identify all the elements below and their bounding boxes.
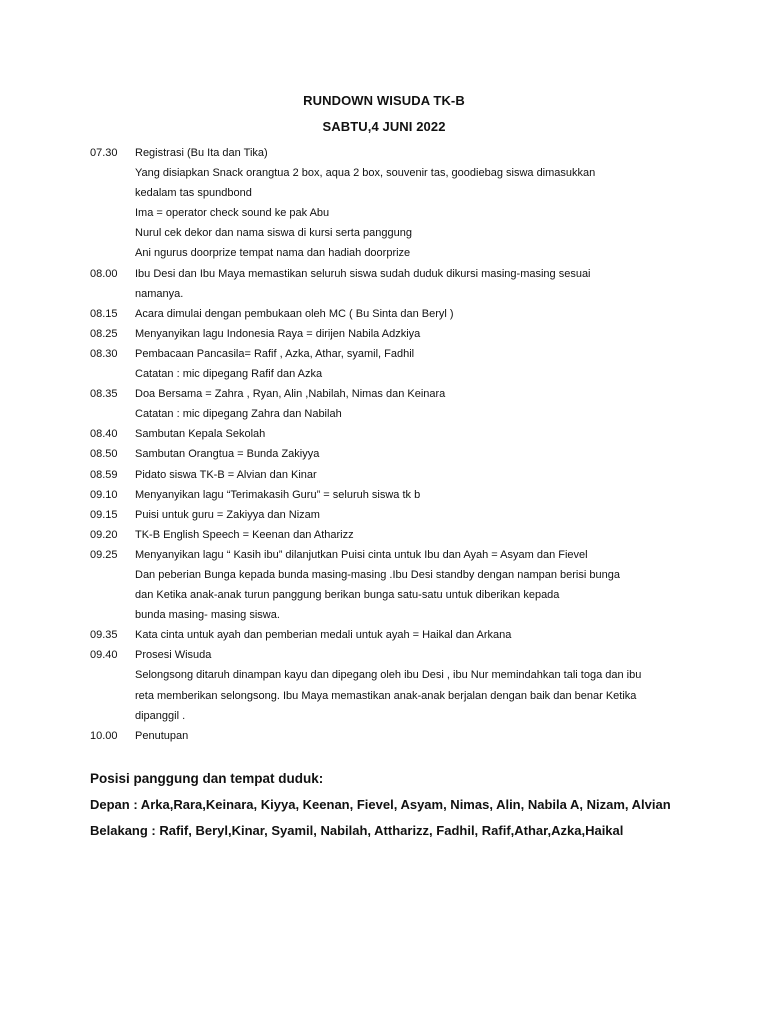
schedule-line xyxy=(90,665,690,685)
schedule-text: Nurul cek dekor dan nama siswa di kursi serta panggung xyxy=(135,227,412,240)
schedule-time: 09.15 xyxy=(90,508,118,521)
schedule-text: Puisi untuk guru = Zakiyya dan Nizam xyxy=(135,508,320,521)
schedule-time: 08.50 xyxy=(90,448,118,461)
schedule-text: namanya. xyxy=(135,287,184,300)
schedule-time: 08.25 xyxy=(90,327,118,340)
schedule-time: 08.15 xyxy=(90,307,118,320)
schedule-line xyxy=(90,163,690,183)
schedule-text: TK-B English Speech = Keenan dan Atharizz xyxy=(135,528,354,541)
schedule-line xyxy=(90,143,690,163)
schedule-line xyxy=(90,304,690,324)
schedule-text: Sambutan Kepala Sekolah xyxy=(135,428,266,441)
schedule-time: 08.40 xyxy=(90,428,118,441)
schedule-line xyxy=(90,465,690,485)
schedule-time: 09.10 xyxy=(90,488,118,501)
schedule-line xyxy=(90,203,690,223)
schedule-text: Yang disiapkan Snack orangtua 2 box, aqua 2 box, souvenir tas, goodiebag siswa dimasukkan xyxy=(135,167,596,180)
schedule-time: 09.35 xyxy=(90,629,118,642)
schedule-text: Kata cinta untuk ayah dan pemberian medali untuk ayah = Haikal dan Arkana xyxy=(135,629,512,642)
schedule-time: 08.30 xyxy=(90,347,118,360)
schedule-line xyxy=(90,183,690,203)
schedule-line xyxy=(90,384,690,404)
schedule-line xyxy=(90,686,690,706)
schedule-line xyxy=(90,525,690,545)
schedule-time: 07.30 xyxy=(90,147,118,159)
schedule-line xyxy=(90,625,690,645)
seating-heading: Posisi panggung dan tempat duduk: xyxy=(90,771,324,786)
schedule-time: 09.20 xyxy=(90,528,118,541)
schedule-time: 10.00 xyxy=(90,729,118,742)
seating-section xyxy=(90,766,730,844)
schedule-line xyxy=(90,404,690,424)
schedule-line xyxy=(90,645,690,665)
schedule-line xyxy=(90,344,690,364)
seating-back-row: Belakang : Rafif, Beryl,Kinar, Syamil, Nabilah, Attharizz, Fadhil, Rafif,Athar,Azka,Haikal xyxy=(90,823,624,838)
document-date: SABTU,4 JUNI 2022 xyxy=(322,119,446,134)
schedule-line xyxy=(90,223,690,243)
schedule-line xyxy=(90,565,690,585)
schedule-text: reta memberikan selongsong. Ibu Maya memastikan anak-anak berjalan dengan baik dan benar Ketika xyxy=(135,689,637,702)
schedule-text: Sambutan Orangtua = Bunda Zakiyya xyxy=(135,448,320,461)
schedule-time: 09.25 xyxy=(90,548,118,561)
schedule-line xyxy=(90,585,690,605)
schedule-line xyxy=(90,364,690,384)
schedule-line xyxy=(90,726,690,746)
schedule-text: dipanggil . xyxy=(135,709,186,722)
schedule-text: Acara dimulai dengan pembukaan oleh MC ( Bu Sinta dan Beryl ) xyxy=(135,307,454,320)
schedule-text: Pidato siswa TK-B = Alvian dan Kinar xyxy=(135,468,317,481)
schedule-text: Doa Bersama = Zahra , Ryan, Alin ,Nabilah, Nimas dan Keinara xyxy=(135,388,446,401)
schedule-text: Ani ngurus doorprize tempat nama dan hadiah doorprize xyxy=(135,247,411,260)
schedule-time: 08.59 xyxy=(90,468,118,481)
schedule-text: Penutupan xyxy=(135,729,189,742)
schedule-line xyxy=(90,324,690,344)
schedule-text: Menyanyikan lagu Indonesia Raya = dirijen Nabila Adzkiya xyxy=(135,327,421,340)
schedule-line xyxy=(90,545,690,565)
schedule-line xyxy=(90,505,690,525)
schedule-text: Dan peberian Bunga kepada bunda masing-masing .Ibu Desi standby dengan nampan berisi bunga xyxy=(135,568,620,581)
schedule-text: Menyanyikan lagu “Terimakasih Guru” = seluruh siswa tk b xyxy=(135,488,421,501)
schedule-text: Catatan : mic dipegang Rafif dan Azka xyxy=(135,368,323,381)
schedule-text: Catatan : mic dipegang Zahra dan Nabilah xyxy=(135,408,342,421)
schedule-text: Selongsong ditaruh dinampan kayu dan dipegang oleh ibu Desi , ibu Nur memindahkan tali toga dan ibu xyxy=(135,669,642,682)
schedule-time: 08.00 xyxy=(90,267,118,280)
schedule-text: Ibu Desi dan Ibu Maya memastikan seluruh siswa sudah duduk dikursi masing-masing sesuai xyxy=(135,267,591,280)
schedule-list xyxy=(90,143,690,746)
schedule-text: Prosesi Wisuda xyxy=(135,649,212,662)
schedule-line xyxy=(90,243,690,263)
schedule-line xyxy=(90,485,690,505)
document-title: RUNDOWN WISUDA TK-B xyxy=(303,93,465,108)
schedule-text: bunda masing- masing siswa. xyxy=(135,609,280,622)
schedule-line xyxy=(90,706,690,726)
schedule-text: dan Ketika anak-anak turun panggung berikan bunga satu-satu untuk diberikan kepada xyxy=(135,589,560,602)
schedule-line xyxy=(90,605,690,625)
schedule-time: 09.40 xyxy=(90,649,118,662)
seating-front-row: Depan : Arka,Rara,Keinara, Kiyya, Keenan, Fievel, Asyam, Nimas, Alin, Nabila A, Nizam, Alvian xyxy=(90,797,671,812)
schedule-text: Ima = operator check sound ke pak Abu xyxy=(135,207,330,220)
schedule-text: Registrasi (Bu Ita dan Tika) xyxy=(135,147,268,159)
schedule-line xyxy=(90,284,690,304)
schedule-line xyxy=(90,424,690,444)
schedule-text: kedalam tas spundbond xyxy=(135,187,252,200)
schedule-text: Pembacaan Pancasila= Rafif , Azka, Athar, syamil, Fadhil xyxy=(135,347,415,360)
schedule-text: Menyanyikan lagu “ Kasih ibu” dilanjutkan Puisi cinta untuk Ibu dan Ayah = Asyam dan Fievel xyxy=(135,548,588,561)
schedule-line xyxy=(90,444,690,464)
schedule-line xyxy=(90,264,690,284)
schedule-time: 08.35 xyxy=(90,388,118,401)
